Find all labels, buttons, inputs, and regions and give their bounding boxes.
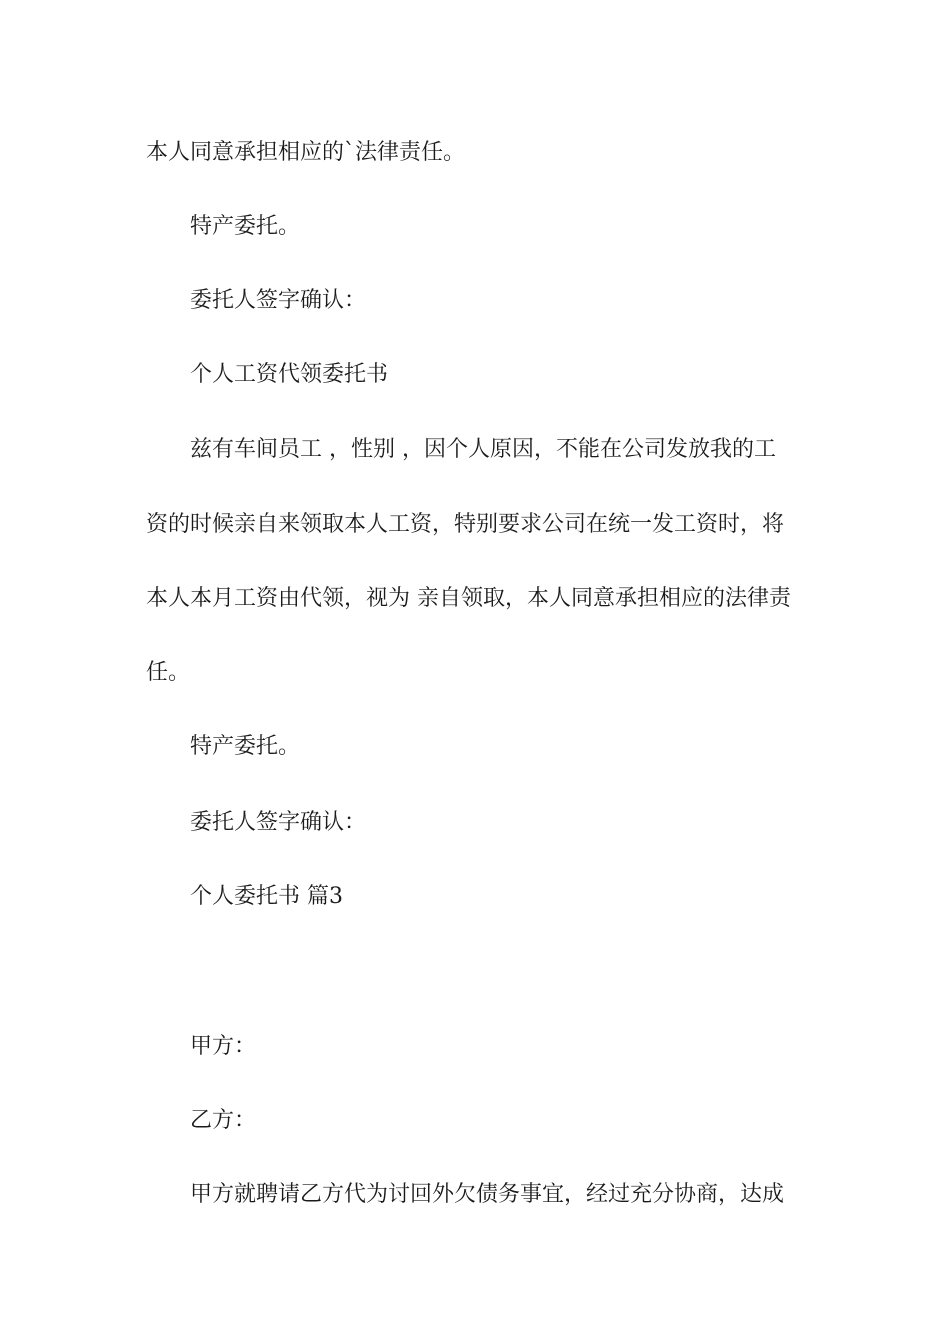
paragraph-line-special-commission: 特产委托。 <box>190 734 301 759</box>
paragraph-line: 资的时候亲自来领取本人工资，特别要求公司在统一发工资时，将 <box>146 512 785 537</box>
paragraph-line-liability: 本人同意承担相应的`法律责任。 <box>146 140 466 165</box>
party-a-label: 甲方： <box>190 1034 257 1059</box>
paragraph-line: 本人本月工资由代领，视为 亲自领取，本人同意承担相应的法律责 <box>146 586 791 611</box>
paragraph-line-special-commission: 特产委托。 <box>190 214 301 239</box>
section-heading-personal-commission: 个人委托书 篇3 <box>190 884 343 909</box>
paragraph-line: 任。 <box>146 660 191 685</box>
paragraph-line-signature: 委托人签字确认： <box>190 810 367 835</box>
party-b-label: 乙方： <box>190 1108 257 1133</box>
section-heading-salary-proxy: 个人工资代领委托书 <box>190 362 389 387</box>
paragraph-line: 兹有车间员工 ，性别 ，因个人原因，不能在公司发放我的工 <box>190 437 776 462</box>
paragraph-line-signature: 委托人签字确认： <box>190 288 367 313</box>
paragraph-line: 甲方就聘请乙方代为讨回外欠债务事宜，经过充分协商，达成 <box>190 1182 785 1207</box>
